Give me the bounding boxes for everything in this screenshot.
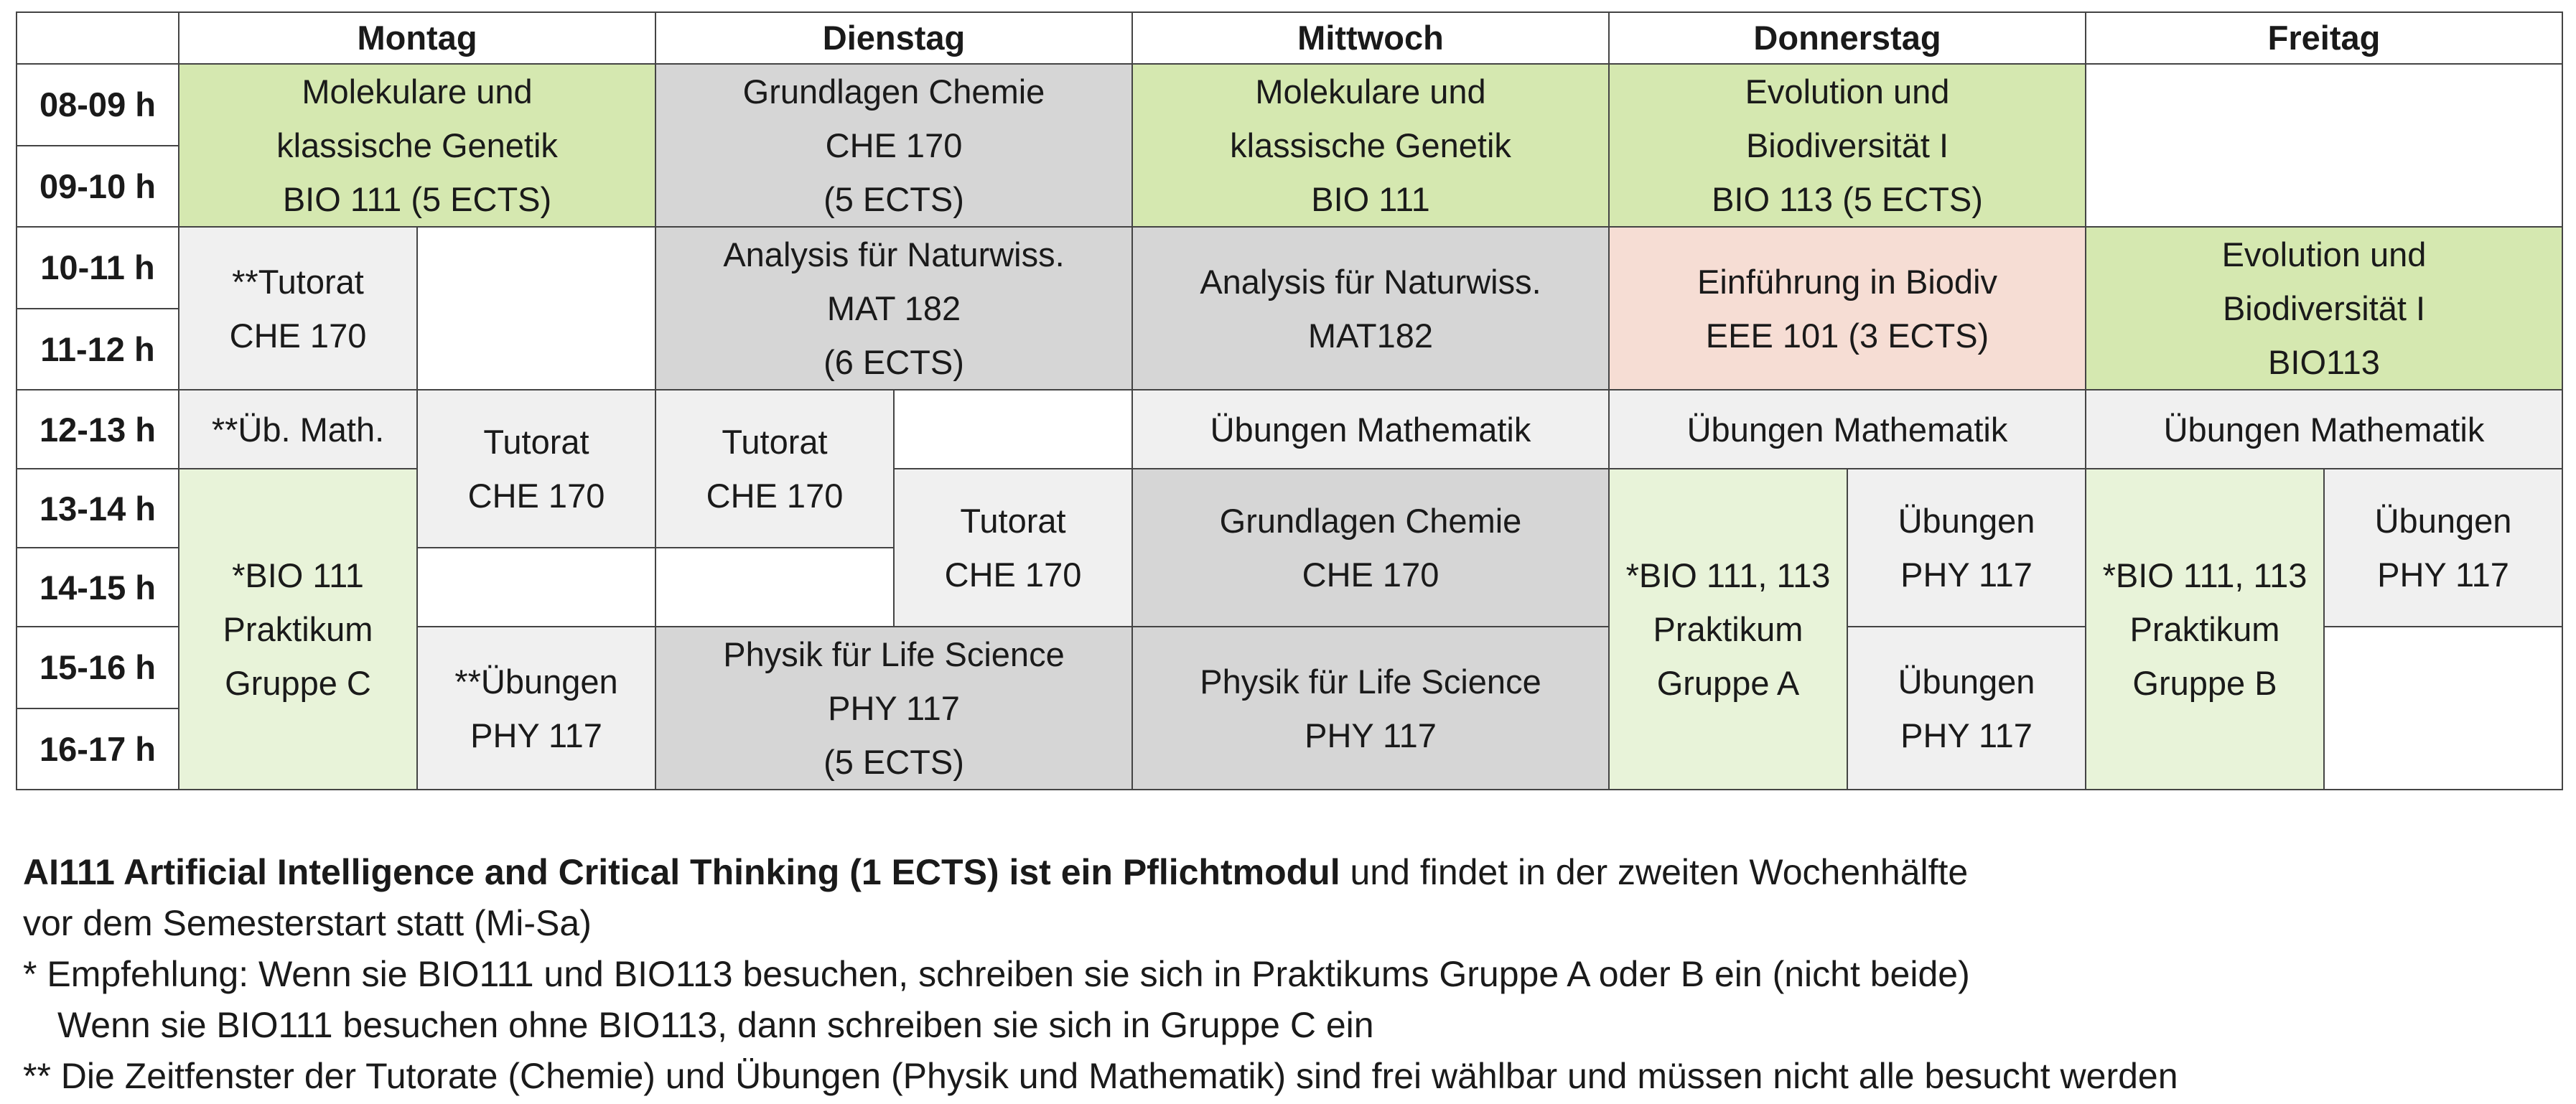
time-label: 12-13 h: [17, 390, 179, 469]
time-label: 16-17 h: [17, 708, 179, 790]
cell-line: **Übungen: [454, 662, 618, 701]
day-header-freitag: Freitag: [2086, 12, 2562, 64]
cell-line: CHE 170: [467, 477, 605, 515]
cell-line: Molekulare und: [302, 72, 533, 111]
cell-line: CHE 170: [825, 126, 963, 164]
course-cell-do-ueb-phy2: [1847, 627, 2086, 790]
course-cell-di-analysis: [655, 227, 1132, 390]
empty-cell: [655, 548, 894, 627]
course-cell-mi-chemie: [1132, 469, 1609, 627]
course-cell-mo-praktikum: [179, 469, 417, 790]
empty-cell: [417, 227, 655, 390]
cell-line: PHY 117: [1305, 716, 1437, 754]
cell-line: PHY 117: [1900, 556, 2033, 594]
day-header-donnerstag: Donnerstag: [1609, 12, 2086, 64]
cell-line: Evolution und: [1745, 72, 1950, 111]
time-row: [17, 469, 2562, 548]
time-row: [17, 390, 2562, 469]
cell-line: EEE 101 (3 ECTS): [1705, 316, 1989, 355]
course-cell-mi-ueb-math: Übungen Mathematik: [1132, 390, 1609, 469]
cell-line: Praktikum: [1653, 610, 1803, 648]
note-line: * Empfehlung: Wenn sie BIO111 und BIO113 besuchen, schreiben sie sich in Praktikums Gruppe A oder B ein (nicht beide): [23, 954, 1970, 994]
cell-line: BIO 113 (5 ECTS): [1712, 180, 1983, 218]
course-cell-fr-evolution: [2086, 227, 2562, 390]
time-row: [17, 227, 2562, 309]
cell-line: Gruppe C: [225, 664, 371, 702]
cell-line: MAT 182: [826, 289, 961, 327]
cell-line: (6 ECTS): [823, 343, 964, 381]
course-cell-do-ueb-math: Übungen Mathematik: [1609, 390, 2086, 469]
course-cell-mo-ueb-phy: [417, 627, 655, 790]
course-cell-mo-tutorat2: [417, 390, 655, 548]
course-cell-do-ueb-phy1: [1847, 469, 2086, 627]
course-cell-fr-ueb-phy: [2324, 469, 2562, 627]
cell-line: Physik für Life Science: [723, 635, 1065, 673]
course-cell-mi-genetik: [1132, 64, 1609, 227]
course-cell-di-chemie: [655, 64, 1132, 227]
cell-line: Übungen: [2374, 502, 2512, 540]
time-label: 15-16 h: [17, 627, 179, 708]
timetable: [16, 11, 2563, 790]
day-header-montag: Montag: [179, 12, 655, 64]
cell-line: CHE 170: [944, 556, 1082, 594]
time-label: 08-09 h: [17, 64, 179, 146]
cell-line: Übungen: [1898, 662, 2035, 701]
time-label: 11-12 h: [17, 309, 179, 390]
note-text: und findet in der zweiten Wochenhälfte: [1340, 852, 1969, 892]
cell-line: BIO 111: [1311, 180, 1430, 218]
cell-line: Praktikum: [2129, 610, 2280, 648]
cell-line: *BIO 111: [232, 556, 364, 594]
time-label: 13-14 h: [17, 469, 179, 548]
cell-line: CHE 170: [229, 316, 367, 355]
course-cell-mo-tutorat: [179, 227, 417, 390]
cell-line: Analysis für Naturwiss.: [1200, 262, 1541, 301]
time-row: [17, 64, 2562, 146]
note-mandatory-module: AI111 Artificial Intelligence and Critical Thinking (1 ECTS) ist ein Pflichtmodul: [23, 852, 1340, 892]
note-line: ** Die Zeitfenster der Tutorate (Chemie) und Übungen (Physik und Mathematik) sind frei wählbar und müssen nicht alle besucht werden: [23, 1056, 2178, 1096]
cell-line: Gruppe B: [2132, 664, 2277, 702]
cell-line: *BIO 111, 113: [2102, 556, 2307, 594]
cell-line: (5 ECTS): [823, 180, 964, 218]
course-cell-do-biodiv: [1609, 227, 2086, 390]
course-cell-mi-physik: [1132, 627, 1609, 790]
cell-line: Analysis für Naturwiss.: [723, 235, 1065, 273]
cell-line: Tutorat: [960, 502, 1066, 540]
day-header-dienstag: Dienstag: [655, 12, 1132, 64]
course-cell-di-physik: [655, 627, 1132, 790]
time-label: 10-11 h: [17, 227, 179, 309]
cell-line: Physik für Life Science: [1200, 662, 1541, 701]
notes-section: [23, 847, 2550, 1102]
cell-line: Tutorat: [722, 423, 828, 461]
day-header-mittwoch: Mittwoch: [1132, 12, 1609, 64]
cell-line: Evolution und: [2221, 235, 2427, 273]
cell-line: BIO 111 (5 ECTS): [282, 180, 552, 218]
cell-line: Biodiversität I: [1745, 126, 1949, 164]
corner-cell: [17, 12, 179, 64]
course-cell-do-evolution: [1609, 64, 2086, 227]
note-line: vor dem Semesterstart statt (Mi-Sa): [23, 903, 592, 943]
course-cell-di-tutorat1: [655, 390, 894, 548]
cell-line: Grundlagen Chemie: [1219, 502, 1522, 540]
cell-line: CHE 170: [706, 477, 844, 515]
course-cell-fr-ueb-math: Übungen Mathematik: [2086, 390, 2562, 469]
course-cell-fr-praktikum: [2086, 469, 2324, 790]
course-cell-di-tutorat2: [894, 469, 1132, 627]
cell-line: PHY 117: [470, 716, 602, 754]
note-line: Wenn sie BIO111 besuchen ohne BIO113, dann schreiben sie sich in Gruppe C ein: [57, 1005, 1374, 1045]
cell-line: Grundlagen Chemie: [742, 72, 1045, 111]
cell-line: klassische Genetik: [276, 126, 558, 164]
empty-cell: [2324, 627, 2562, 790]
cell-line: *BIO 111, 113: [1625, 556, 1831, 594]
cell-line: Übungen: [1898, 502, 2035, 540]
course-cell-do-praktikum: [1609, 469, 1847, 790]
empty-cell: [417, 548, 655, 627]
note-line: [23, 847, 2550, 898]
cell-line: PHY 117: [828, 689, 960, 727]
cell-line: Molekulare und: [1255, 72, 1486, 111]
cell-line: MAT182: [1307, 316, 1434, 355]
empty-cell: [2086, 64, 2562, 227]
cell-line: Praktikum: [223, 610, 373, 648]
cell-line: Einführung in Biodiv: [1697, 262, 1998, 301]
time-label: 09-10 h: [17, 146, 179, 228]
cell-line: PHY 117: [2377, 556, 2509, 594]
cell-line: BIO113: [2268, 343, 2380, 381]
cell-line: Biodiversität I: [2222, 289, 2426, 327]
cell-line: Gruppe A: [1656, 664, 1800, 702]
cell-line: **Tutorat: [232, 262, 364, 301]
course-cell-mo-genetik: [179, 64, 655, 227]
header-row: [17, 12, 2562, 64]
course-cell-mi-analysis: [1132, 227, 1609, 390]
cell-line: CHE 170: [1302, 556, 1439, 594]
cell-line: PHY 117: [1900, 716, 2033, 754]
cell-line: (5 ECTS): [823, 743, 964, 781]
cell-line: Tutorat: [483, 423, 589, 461]
course-cell-mo-ueb-math: **Üb. Math.: [179, 390, 417, 469]
time-label: 14-15 h: [17, 548, 179, 627]
empty-cell: [894, 390, 1132, 469]
cell-line: klassische Genetik: [1230, 126, 1511, 164]
